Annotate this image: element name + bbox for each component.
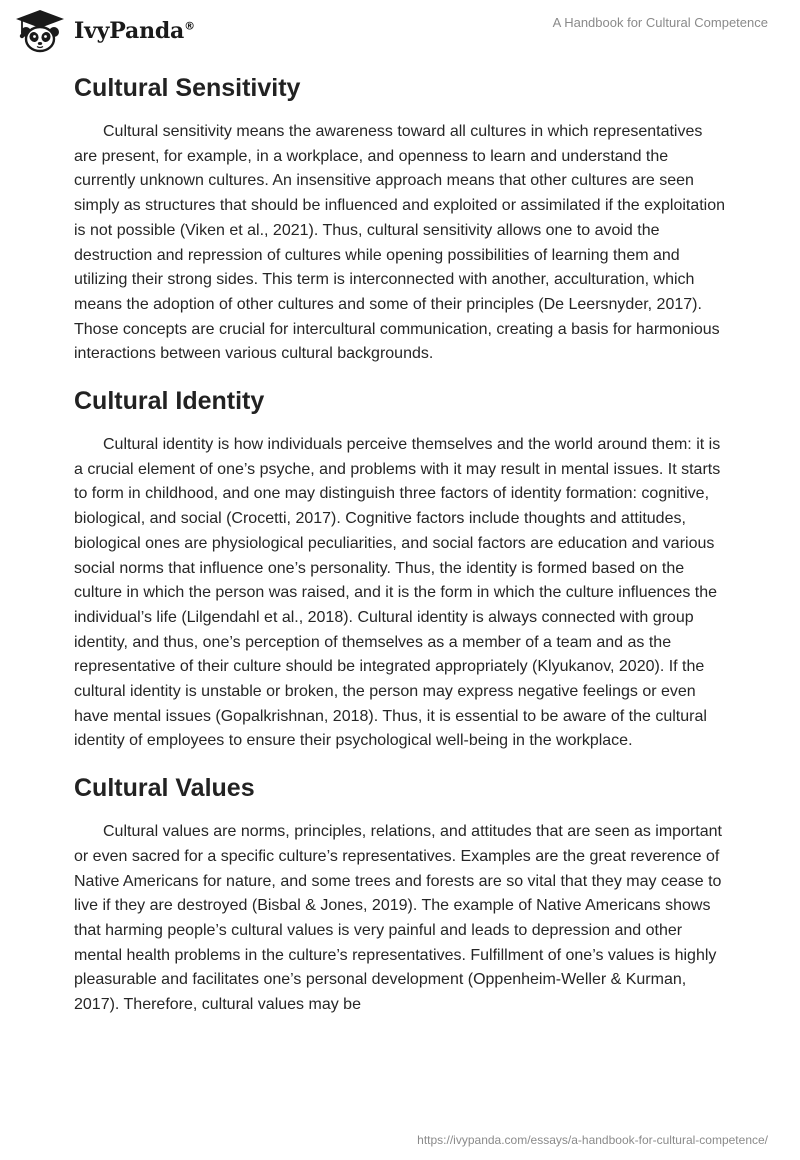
document-title: A Handbook for Cultural Competence [552, 15, 768, 30]
section-cultural-values [74, 770, 726, 1018]
source-url-link[interactable]: https://ivypanda.com/essays/a-handbook-for-cultural-competence/ [417, 1133, 768, 1147]
page-header [0, 0, 800, 64]
section-paragraph: Cultural values are norms, principles, relations, and attitudes that are seen as important or even sacred for a specific culture’s representatives. Examples are the great reverence of Native Americans for nature, and some trees and forests are so vital that they may cease to live if they are destroyed (Bisbal & Jones, 2019). The example of Native Americans shows that harming people’s cultural values is very painful and leads to depression and other mental health problems in the culture’s representatives. Fulfillment of one’s values is highly pleasurable and facilitates one’s personal development (Oppenheim-Weller & Kurman, 2017). Therefore, cultural values may be [74, 823, 722, 1014]
section-cultural-sensitivity [74, 70, 726, 367]
section-heading: Cultural Sensitivity [74, 74, 301, 102]
section-paragraph: Cultural identity is how individuals perceive themselves and the world around them: it is a crucial element of one’s psyche, and problems with it may result in mental issues. It starts to form in childhood, and one may distinguish three factors of identity formation: cognitive, biological, and social (Crocetti, 2017). Cognitive factors include thoughts and attitudes, biological ones are physiological peculiarities, and social factors are education and various social norms that influence one’s personality. Thus, the identity is formed based on the culture in which the person was raised, and it is the form in which the culture influences the individual’s life (Lilgendahl et al., 2018). Cultural identity is always connected with group identity, and thus, one’s perception of themselves as a member of a team and as the representative of their culture should be integrated appropriately (Klyukanov, 2020). If the cultural identity is unstable or broken, the person may express negative feelings or even have mental issues (Gopalkrishnan, 2018). Thus, it is essential to be aware of the cultural identity of employees to ensure their psychological well-being in the workplace. [74, 436, 721, 750]
section-heading: Cultural Values [74, 774, 255, 803]
panda-graduation-cap-icon [14, 8, 66, 54]
brand-name: IvyPanda® [74, 18, 195, 44]
essay-content [74, 70, 726, 1034]
section-cultural-identity [74, 383, 726, 754]
section-paragraph: Cultural sensitivity means the awareness toward all cultures in which representatives are present, for example, in a workplace, and openness to learn and understand the currently unknown cultures. An insensitive approach means that other cultures are seen simply as structures that should be influenced and exploited or assimilated if the exploitation is not possible (Viken et al., 2021). Thus, cultural sensitivity allows one to avoid the destruction and repression of cultures while opening possibilities of learning them and utilizing their strong sides. This term is interconnected with another, acculturation, which means the adoption of other cultures and some of their principles (De Leersnyder, 2017). Those concepts are crucial for intercultural communication, creating a basis for harmonious interactions between various cultural backgrounds. [74, 123, 726, 363]
section-heading: Cultural Identity [74, 387, 265, 416]
brand-logo-link[interactable] [14, 8, 195, 54]
